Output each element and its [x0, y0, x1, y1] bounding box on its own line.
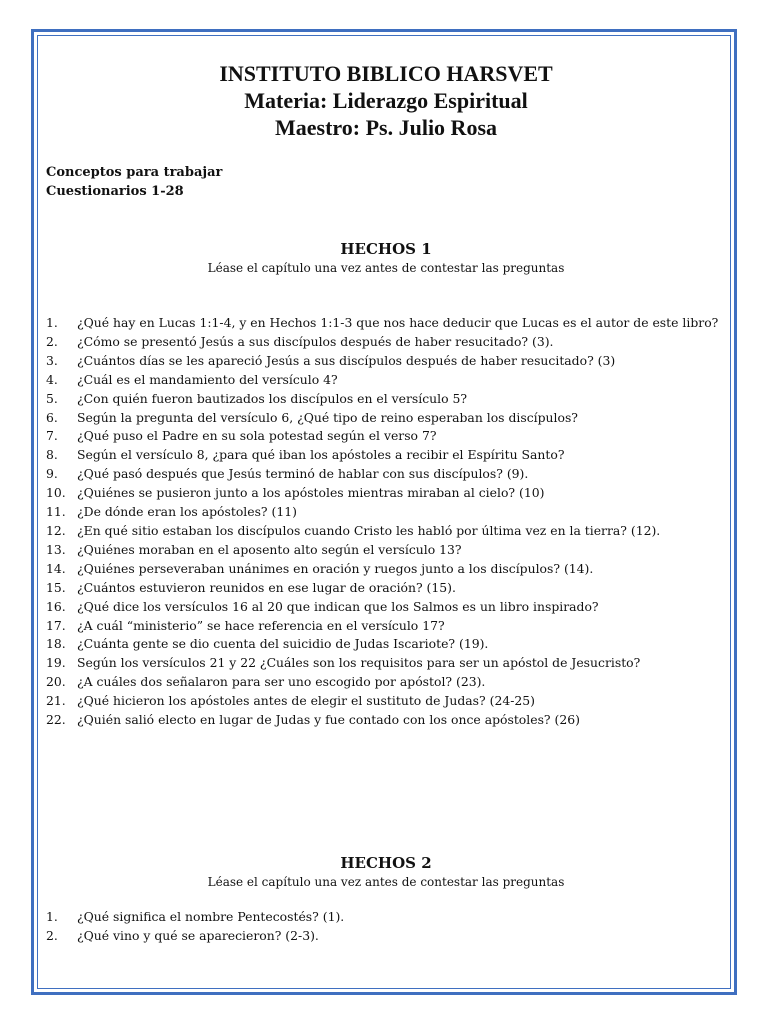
question-number: 15.	[46, 579, 66, 595]
question-text: ¿Qué hay en Lucas 1:1-4, y en Hechos 1:1-3 que nos hace deducir que Lucas es el autor de este libro?	[77, 315, 719, 330]
question-number: 5.	[46, 390, 58, 406]
question-text: ¿Quién salió electo en lugar de Judas y fue contado con los once apóstoles? (26)	[77, 712, 580, 728]
question-number: 21.	[46, 693, 66, 709]
question-item	[46, 579, 726, 598]
subject-title: Materia: Liderazgo Espiritual	[244, 88, 528, 113]
question-number: 4.	[46, 371, 58, 387]
question-number: 6.	[46, 409, 58, 425]
question-text: ¿Con quién fueron bautizados los discípulos en el versículo 5?	[77, 390, 468, 406]
question-text: ¿Cuántos estuvieron reunidos en ese lugar de oración? (15).	[77, 579, 456, 595]
question-text: ¿Quiénes se pusieron junto a los apóstoles mientras miraban al cielo? (10)	[77, 485, 545, 501]
question-text: ¿Qué hicieron los apóstoles antes de elegir el sustituto de Judas? (24-25)	[77, 693, 535, 709]
concepts-block	[46, 163, 726, 201]
question-number: 11.	[46, 504, 66, 520]
institute-title: INSTITUTO BIBLICO HARSVET	[219, 61, 553, 86]
question-text: ¿Cuántos días se les apareció Jesús a sus discípulos después de haber resucitado? (3)	[77, 352, 616, 368]
question-number: 2.	[46, 927, 58, 943]
document-header	[46, 60, 726, 141]
question-number: 14.	[46, 560, 66, 576]
question-item	[46, 541, 726, 560]
question-list	[46, 908, 726, 946]
question-text: ¿Cómo se presentó Jesús a sus discípulos después de haber resucitado? (3).	[77, 333, 554, 349]
question-text: Según el versículo 8, ¿para qué iban los apóstoles a recibir el Espíritu Santo?	[77, 447, 565, 463]
teacher-title: Maestro: Ps. Julio Rosa	[274, 115, 498, 140]
concepts-line: Conceptos para trabajar	[46, 165, 223, 180]
question-item	[46, 560, 726, 579]
question-item	[46, 673, 726, 692]
question-item	[46, 692, 726, 711]
question-number: 18.	[46, 636, 66, 652]
section-hechos-1	[46, 240, 726, 730]
question-item	[46, 635, 726, 654]
question-number: 13.	[46, 541, 66, 557]
question-number: 20.	[46, 674, 66, 690]
question-item	[46, 333, 726, 352]
question-text: ¿Qué significa el nombre Pentecostés? (1).	[77, 908, 345, 924]
question-item	[46, 927, 726, 946]
question-item	[46, 352, 726, 371]
question-text: ¿Qué puso el Padre en su sola potestad según el verso 7?	[77, 428, 437, 444]
question-number: 2.	[46, 333, 58, 349]
question-text: ¿A cuál “ministerio” se hace referencia en el versículo 17?	[77, 617, 445, 633]
section-instruction: Léase el capítulo una vez antes de contestar las preguntas	[207, 261, 565, 275]
section-hechos-2	[46, 854, 726, 946]
question-number: 7.	[46, 428, 58, 444]
question-item	[46, 465, 726, 484]
question-item	[46, 390, 726, 409]
question-list	[46, 314, 726, 730]
question-item	[46, 617, 726, 636]
question-text: Según la pregunta del versículo 6, ¿Qué tipo de reino esperaban los discípulos?	[77, 409, 578, 425]
question-item	[46, 711, 726, 730]
question-item	[46, 427, 726, 446]
question-text: ¿Quiénes perseveraban unánimes en oración y ruegos junto a los discípulos? (14).	[77, 560, 594, 576]
question-number: 1.	[46, 908, 58, 924]
question-item	[46, 371, 726, 390]
section-instruction: Léase el capítulo una vez antes de contestar las preguntas	[207, 874, 565, 889]
question-text: ¿Quiénes moraban en el aposento alto según el versículo 13?	[77, 541, 462, 557]
question-number: 3.	[46, 352, 58, 368]
document-page	[46, 60, 726, 946]
question-item	[46, 908, 726, 927]
question-text: Según los versículos 21 y 22 ¿Cuáles son los requisitos para ser un apóstol de Jesucristo?	[77, 655, 641, 671]
question-text: ¿Cuánta gente se dio cuenta del suicidio de Judas Iscariote? (19).	[77, 636, 489, 652]
question-text: ¿Qué pasó después que Jesús terminó de hablar con sus discípulos? (9).	[77, 466, 529, 482]
question-number: 19.	[46, 655, 66, 671]
question-text: ¿Cuál es el mandamiento del versículo 4?	[77, 371, 338, 387]
question-text: ¿A cuáles dos señalaron para ser uno escogido por apóstol? (23).	[77, 674, 486, 690]
question-number: 9.	[46, 466, 58, 482]
question-number: 10.	[46, 485, 66, 501]
question-number: 12.	[46, 522, 66, 538]
question-item	[46, 484, 726, 503]
question-item	[46, 522, 726, 541]
question-number: 22.	[46, 712, 66, 728]
question-item	[46, 598, 726, 617]
question-item	[46, 503, 726, 522]
question-text: ¿Qué vino y qué se aparecieron? (2-3).	[77, 927, 319, 943]
section-title: HECHOS 2	[340, 853, 432, 872]
questionnaires-line: Cuestionarios 1-28	[46, 184, 184, 199]
question-item	[46, 409, 726, 428]
question-item	[46, 314, 726, 333]
section-title: HECHOS 1	[340, 240, 432, 258]
question-text: ¿De dónde eran los apóstoles? (11)	[77, 504, 297, 520]
question-item	[46, 446, 726, 465]
question-number: 17.	[46, 617, 66, 633]
question-number: 8.	[46, 447, 58, 463]
question-number: 16.	[46, 598, 66, 614]
question-item	[46, 654, 726, 673]
question-number: 1.	[46, 315, 58, 330]
question-text: ¿Qué dice los versículos 16 al 20 que indican que los Salmos es un libro inspirado?	[77, 598, 599, 614]
question-text: ¿En qué sitio estaban los discípulos cuando Cristo les habló por última vez en la tierra? (12).	[77, 522, 661, 538]
